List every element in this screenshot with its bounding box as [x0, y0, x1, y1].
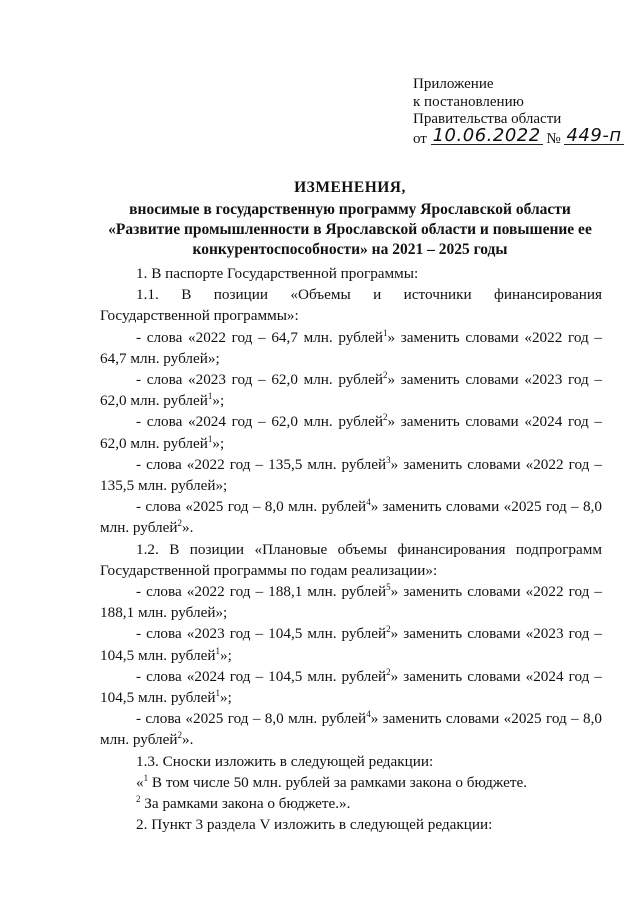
number-label: № — [546, 130, 561, 147]
footnote-ref: 2 — [136, 794, 141, 805]
list-item: - слова «2024 год – 104,5 млн. рублей$^2$» заменить словами «2024 год – 104,5 млн. рублей$^1$»; — [100, 666, 602, 707]
footnote-ref: 1 — [207, 391, 213, 402]
footnote-2: $^2$ За рамками закона о бюджете.». — [136, 794, 351, 813]
list-item: - слова «2025 год – 8,0 млн. рублей$^4$» заменить словами «2025 год – 8,0 млн. рублей$^2$». — [100, 497, 602, 537]
list-item: - слова «2022 год – 135,5 млн. рублей$^3$» заменить словами «2022 год – 135,5 млн. рублей»; — [100, 454, 602, 495]
appendix-line-3: Правительства области — [413, 111, 562, 127]
list-item: - слова «2022 год – 64,7 млн. рублей$^1$» заменить словами «2022 год – 64,7 млн. рублей»; — [100, 327, 602, 367]
footnote-ref: 4 — [366, 709, 371, 720]
appendix-date-line — [413, 124, 624, 149]
footnote-ref: 2 — [177, 730, 182, 741]
footnote-ref: 1 — [215, 645, 220, 656]
handwritten-date: 10.06.2022 — [432, 124, 541, 146]
handwritten-number: 449-п — [566, 124, 622, 146]
footnote-ref: 5 — [386, 581, 391, 592]
paragraph-1-1: 1.1. В позиции «Объемы и источники финансирования Государственной программы»: — [100, 286, 602, 325]
list-item: - слова «2022 год – 188,1 млн. рублей$^5$» заменить словами «2022 год – 188,1 млн. рублей»; — [100, 581, 602, 622]
footnote-ref: 1 — [207, 433, 213, 444]
paragraph-2: 2. Пункт 3 раздела V изложить в следующей редакции: — [136, 816, 493, 834]
list-item: - слова «2023 год – 62,0 млн. рублей$^2$» заменить словами «2023 год – 62,0 млн. рублей$^1$»; — [100, 369, 602, 410]
list-item: - слова «2024 год – 62,0 млн. рублей$^2$» заменить словами «2024 год – 62,0 млн. рублей$^1$»; — [100, 412, 602, 452]
footnote-ref: 2 — [382, 369, 388, 380]
title-main: ИЗМЕНЕНИЯ, — [294, 179, 406, 196]
document-body — [100, 263, 602, 835]
footnote-ref: 3 — [386, 454, 391, 465]
list-item: - слова «2023 год – 104,5 млн. рублей$^2$» заменить словами «2023 год – 104,5 млн. рублей$^1$»; — [100, 624, 602, 664]
appendix-line-2: к постановлению — [413, 93, 524, 110]
document-title — [100, 178, 600, 260]
footnote-1: «$^1$ В том числе 50 млн. рублей за рамками закона о бюджете. — [136, 772, 528, 791]
footnote-ref: 2 — [386, 666, 391, 677]
appendix-line-1: Приложение — [413, 76, 494, 92]
footnote-ref: 1 — [382, 327, 388, 338]
footnote-ref: 2 — [386, 624, 391, 635]
paragraph-1-3: 1.3. Сноски изложить в следующей редакции: — [136, 752, 434, 770]
title-line-2: «Развитие промышленности в Ярославской области и повышение ее — [108, 221, 592, 238]
appendix-block — [413, 76, 624, 148]
footnote-ref: 2 — [177, 518, 182, 529]
title-line-3: конкурентоспособности» на 2021 – 2025 годы — [192, 241, 508, 258]
paragraph-1-2: 1.2. В позиции «Плановые объемы финансирования подпрограмм Государственной программы по годам реализации»: — [100, 540, 602, 579]
footnote-ref: 4 — [366, 497, 371, 508]
footnote-ref: 1 — [143, 772, 149, 783]
footnote-ref: 2 — [382, 412, 388, 423]
footnote-ref: 1 — [215, 688, 220, 698]
title-line-1: вносимые в государственную программу Ярославской области — [129, 201, 571, 218]
paragraph-1: 1. В паспорте Государственной программы: — [136, 265, 419, 282]
from-label: от — [413, 130, 427, 147]
list-item: - слова «2025 год – 8,0 млн. рублей$^4$» заменить словами «2025 год – 8,0 млн. рублей$^2$». — [100, 709, 602, 749]
